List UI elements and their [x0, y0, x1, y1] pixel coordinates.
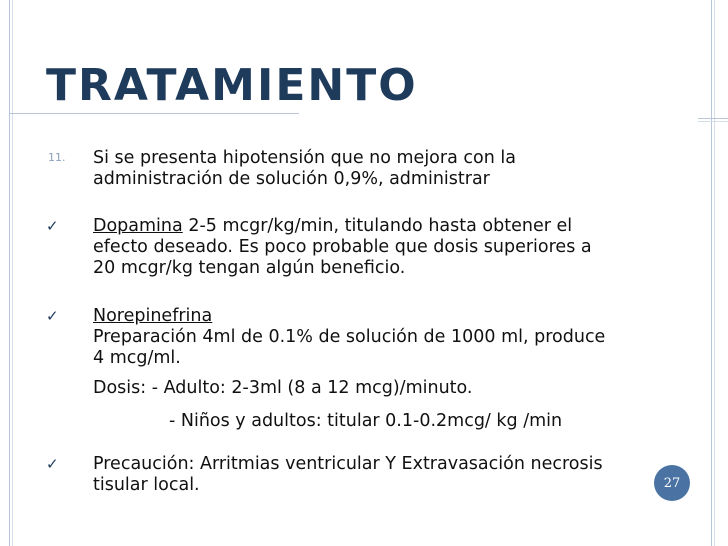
slide-title: TRATAMIENTO	[46, 60, 418, 111]
check-icon: ✓	[46, 455, 59, 473]
drug-name-dopamina: Dopamina	[93, 216, 183, 236]
title-rule-right	[698, 118, 728, 119]
item-line: Si se presenta hipotensión que no mejora con la	[93, 148, 516, 168]
item-line: 4 mcg/ml.	[93, 348, 181, 368]
item-line: administración de solución 0,9%, administrar	[93, 169, 490, 189]
item-line-rest: 2-5 mcgr/kg/min, titulando hasta obtener el	[182, 216, 573, 236]
drug-name-norepinefrina: Norepinefrina	[93, 306, 213, 326]
title-rule-left	[9, 113, 299, 114]
item-text	[93, 454, 693, 496]
item-line: Precaución: Arritmias ventricular Y Extravasación necrosis	[93, 454, 603, 474]
item-text	[93, 216, 693, 279]
list-number: 11.	[48, 151, 66, 164]
frame-line-right	[711, 0, 712, 546]
title-rule-right-inner	[698, 121, 728, 122]
check-icon: ✓	[46, 307, 59, 325]
page-number-badge: 27	[654, 465, 690, 501]
item-line: tisular local.	[93, 475, 200, 495]
frame-line-left-inner	[12, 0, 13, 546]
item-line: efecto deseado. Es poco probable que dosis superiores a	[93, 237, 592, 257]
dosis-ninos-line: - Niños y adultos: titular 0.1-0.2mcg/ kg /min	[169, 411, 563, 431]
check-icon: ✓	[46, 217, 59, 235]
item-line	[93, 216, 693, 237]
item-line: Preparación 4ml de 0.1% de solución de 1000 ml, produce	[93, 327, 606, 347]
item-line: 20 mcgr/kg tengan algún beneficio.	[93, 258, 406, 278]
dosis-line: Dosis: - Adulto: 2-3ml (8 a 12 mcg)/minuto.	[93, 378, 473, 398]
item-text	[93, 148, 693, 190]
item-text	[93, 306, 693, 432]
frame-line-right-inner	[714, 0, 715, 546]
frame-line-left	[9, 0, 10, 546]
